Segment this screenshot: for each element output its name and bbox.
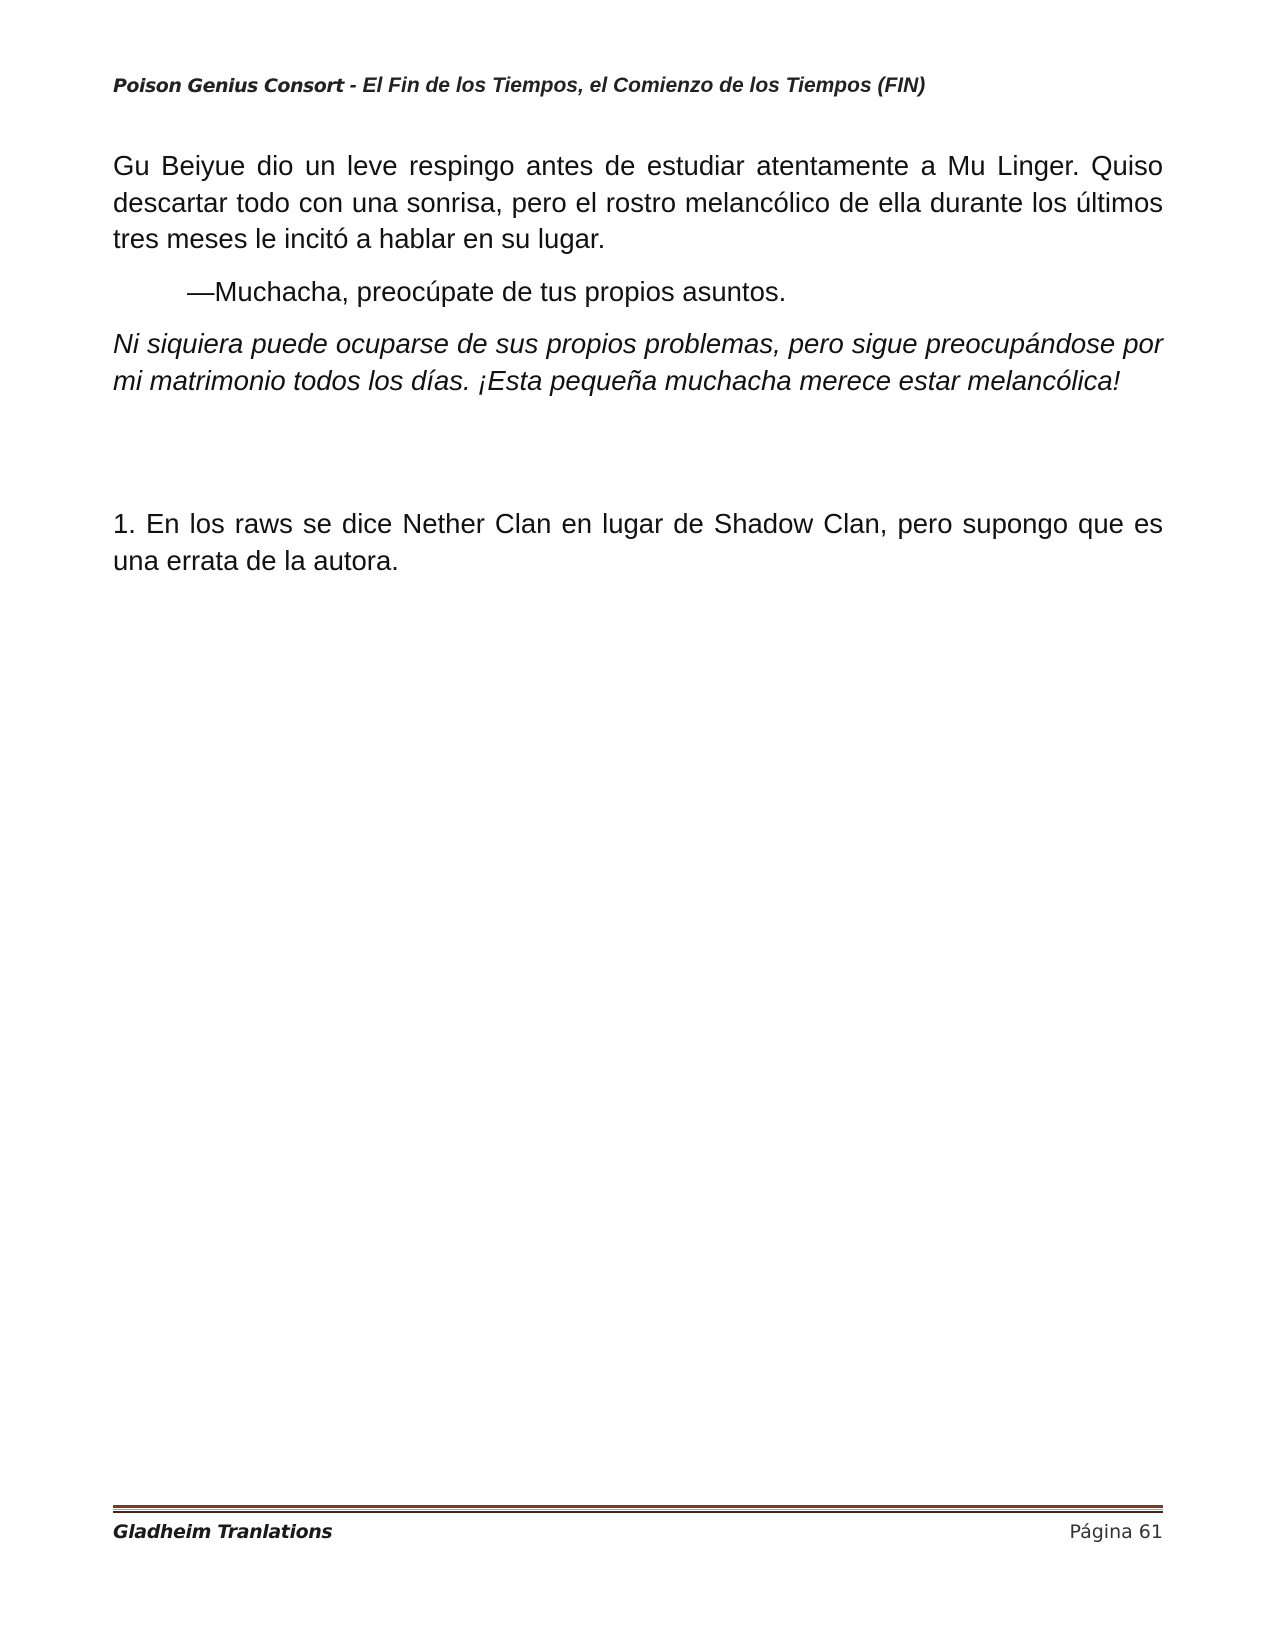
paragraph-dialogue: —Muchacha, preocúpate de tus propios asuntos. xyxy=(187,276,787,307)
footnote: 1. En los raws se dice Nether Clan en lugar de Shadow Clan, pero supongo que es una errata de la autora. xyxy=(113,508,1163,576)
paragraph-narration: Gu Beiyue dio un leve respingo antes de estudiar atentamente a Mu Linger. Quiso descartar todo con una sonrisa, pero el rostro melancólico de ella durante los últimos tres meses le incitó a hablar en su lugar. xyxy=(113,150,1163,254)
page-header xyxy=(113,74,1163,98)
series-title: Poison Genius Consort xyxy=(113,75,344,97)
paragraph-thought: Ni siquiera puede ocuparse de sus propios problemas, pero sigue preocupándose por mi matrimonio todos los días. ¡Esta pequeña muchacha merece estar melancólica! xyxy=(113,328,1163,396)
header-separator: - xyxy=(343,74,363,97)
footer-publisher: Gladheim Tranlations xyxy=(113,1521,333,1543)
footer-rule xyxy=(113,1505,1163,1513)
chapter-title: El Fin de los Tiempos, el Comienzo de los Tiempos (FIN) xyxy=(362,74,926,97)
page-number: Página 61 xyxy=(1069,1521,1163,1543)
